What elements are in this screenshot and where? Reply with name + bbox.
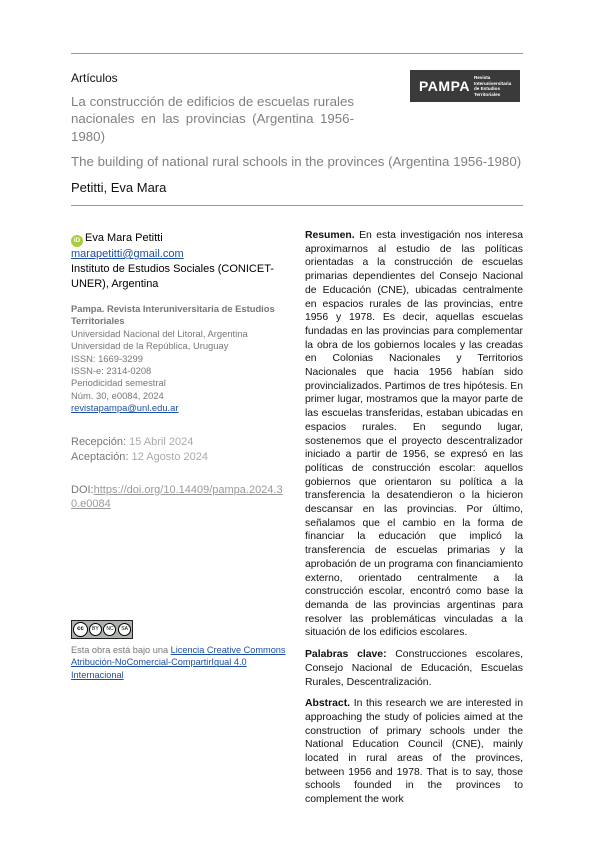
cc-license-badge[interactable]: [71, 620, 133, 639]
cc-terms-icons: [88, 623, 132, 636]
received-date: Recepción: 15 Abril 2024: [71, 435, 194, 448]
section-label: Artículos: [71, 71, 118, 85]
author-name-line: [71, 231, 286, 247]
doi-link[interactable]: https://doi.org/10.14409/pampa.2024.30.e0084: [71, 483, 283, 510]
journal-info: [71, 303, 286, 415]
article-author: Petitti, Eva Mara: [71, 180, 167, 195]
sa-icon: SA: [118, 623, 131, 636]
keywords-paragraph: Palabras clave: Construcciones escolares, Consejo Nacional de Educación, Escuelas Rurales, Descentralización.: [305, 649, 523, 688]
orcid-icon[interactable]: iD: [71, 235, 83, 247]
nc-icon: NC: [103, 623, 116, 636]
cc-icon: cc: [73, 622, 88, 637]
journal-email-link[interactable]: revistapampa@unl.edu.ar: [71, 402, 179, 414]
journal-periodicity: Periodicidad semestral: [71, 377, 166, 389]
journal-univ-2: Universidad de la República, Uruguay: [71, 340, 229, 352]
doi-label: DOI:: [71, 483, 94, 496]
left-column: [71, 231, 286, 511]
journal-issue: Núm. 30, e0084, 2024: [71, 389, 164, 401]
doi-block: [71, 483, 286, 511]
author-email-link[interactable]: marapetitti@gmail.com: [71, 248, 184, 260]
journal-issn: ISSN: 1669-3299: [71, 352, 143, 364]
resumen-paragraph: Resumen. En esta investigación nos interesa aproximarnos al estudio de las políticas orientadas a la construcción de escuelas primarias dependientes del Consejo Nacional de Educación (CNE), ubicadas centralmente en espacios rurales de las provincias, entre 1956 y 1978. Es decir, aquellas escuelas fundadas en las provincias para complementar la obra de los gobiernos locales y las creadas en Colonias Nacionales y Territorios Nacionales que hacia 1956 habían sido provincializados. Partimos de tres hipótesis. En primer lugar, mostramos que la mayor parte de las escuelas transferidas, estaban ubicadas en espacios rurales. En segundo lugar, sostenemos que el proyecto descentralizador iniciado a partir de 1956, se expresó en las políticas de construcción escolar: aquellos gobiernos que orientaron su política a la transferencia la desatendieron o la hicieron descansar en las provincias. Por último, señalamos que el cambio en la forma de financiar la educación que implicó la transferencia de escuelas primarias y la aprobación de un programa con financiamiento externo, orientado centralmente a la construcción escolar, encontró como base la demanda de las provincias argentinas para resolver las problemáticas vinculadas a la situación de los edificios escolares.: [305, 230, 523, 639]
license-text: Esta obra está bajo una Licencia Creative Commons Atribución-NoComercial-CompartirIgual 4.0 Internacional: [71, 645, 286, 680]
title-english: The building of national rural schools in the provinces (Argentina 1956-1980): [71, 154, 522, 169]
journal-issne: ISSN-e: 2314-0208: [71, 365, 152, 377]
abstract-column: [305, 229, 523, 815]
dates-block: [71, 435, 286, 465]
top-rule: [71, 53, 523, 54]
author-name: Eva Mara Petitti: [85, 232, 163, 244]
journal-univ-1: Universidad Nacional del Litoral, Argentina: [71, 327, 248, 339]
by-icon: BY: [89, 623, 102, 636]
title-spanish: La construcción de edificios de escuelas rurales nacionales en las provincias (Argentina 1956-1980): [71, 94, 354, 144]
author-institution: Instituto de Estudios Sociales (CONICET-UNER), Argentina: [71, 263, 274, 290]
license-link[interactable]: Licencia Creative Commons Atribución-NoComercial-CompartirIgual 4.0 Internacional: [71, 645, 286, 680]
logo-subtitle: Revista Interuniversitaria de Estudios Territoriales: [473, 75, 512, 97]
accepted-date: Aceptación: 12 Agosto 2024: [71, 450, 209, 463]
abstract-paragraph: Abstract. In this research we are interested in approaching the study of policies aimed at the construction of primary schools under the National Education Council (CNE), mainly located in rural areas of the provinces, between 1956 and 1978. That is to say, those schools founded in the provinces to complement the work: [305, 698, 523, 806]
journal-logo: [410, 70, 520, 102]
header-rule: [71, 205, 523, 206]
journal-name: Pampa. Revista Interuniversitaria de Estudios Territoriales: [71, 303, 275, 327]
logo-main: PAMPA: [419, 78, 470, 94]
